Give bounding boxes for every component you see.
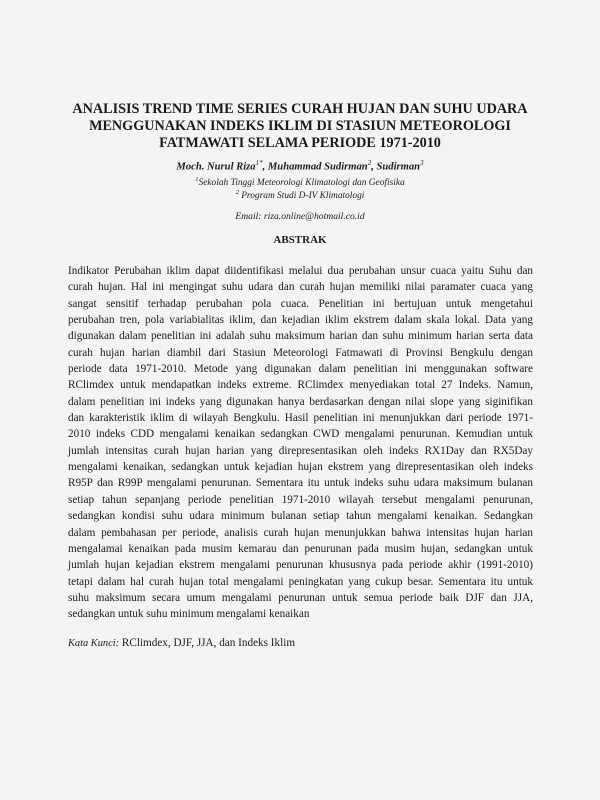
paper-title (60, 101, 540, 152)
abstract-line: perubahan tren, pola variabialitas iklim, dan kejadian iklim ekstrem dalam skala lokal. Data yang (68, 314, 533, 327)
abstract-line: dalam penelitian ini indeks yang digunakan hanya berdasarkan dengan nilai slope yang siginifikan (68, 395, 533, 408)
abstract-line: digunakan dalam penelitian ini adalah suhu maksimum harian dan suhu minimum harian serta data (68, 330, 533, 343)
abstract-line: curah hujan. Hal ini mengingat suhu udara dan curah hujan memiliki nilai paramater cuaca yang (68, 281, 533, 294)
abstract-line: jumlah intensitas curah hujan harian yang direpresentasikan oleh indeks RX1Day dan RX5Day (68, 444, 533, 457)
keywords-list: RClimdex, DJF, JJA, dan Indeks Iklim (119, 637, 296, 649)
affiliation-text: Program Studi D-IV Klimatologi (238, 191, 365, 202)
author-superscript: 2 (367, 159, 372, 167)
affiliation-superscript: 2 (235, 189, 239, 196)
affiliation (60, 187, 540, 202)
title-line: FATMAWATI SELAMA PERIODE 1971-2010 (159, 135, 441, 151)
author-name: Sudirman (376, 161, 421, 173)
affiliation-text: Sekolah Tinggi Meteorologi Klimatologi dan Geofisika (198, 178, 405, 189)
abstract-line: suhu maksimum secara umum mengalami penurunan untuk semua periode baik DJF dan JJA, (68, 591, 533, 604)
abstract-line: dalam pembahasan per periode, analisis curah hujan menunjukkan bahwa intensitas hujan harian (68, 526, 533, 539)
abstract-body (68, 263, 533, 623)
abstract-line: jumlah hujan kejadian ekstrem mengalami penurunan khususnya pada periode akhir (1991-2010) (68, 559, 533, 572)
author-name: Muhammad Sudirman (267, 161, 368, 173)
author-separator: , (262, 161, 268, 173)
title-line: MENGGUNAKAN INDEKS IKLIM DI STASIUN METEOROLOGI (89, 118, 511, 134)
author-email: Email: riza.online@hotmail.co.id (235, 211, 365, 222)
abstract-line: R95P dan R99P mengalami penurunan. Sementara itu untuk indeks suhu udara maksimum bulanan (68, 477, 533, 490)
author-name: Moch. Nurul Riza (176, 161, 256, 173)
abstract-line: mengalamai kenaikan pada musim kemarau dan penurunan pada musim hujan, sedangkan untuk (68, 542, 533, 555)
abstract-line: tetapi dalam hal curah hujan total mengalami peningkatan yang cukup besar. Sementara itu untuk (68, 575, 533, 588)
author-separator: , (371, 161, 377, 173)
abstract-line: periode data 1971-2010. Metode yang digunakan dalam penelitian ini menggunakan software (68, 363, 533, 376)
abstract-line: dan karakteristik iklim di wilayah Bengkulu. Hasil penelitian ini menunjukkan dari periode 1971- (68, 412, 533, 425)
author-superscript: 1* (255, 159, 263, 167)
abstract-line: setiap tahun sepanjang periode penelitian 1971-2010 wilayah tersebut mengalami penurunan, (68, 493, 533, 506)
abstract-line: mengalami kenaikan, sedangkan untuk kejadian hujan ekstrem yang direpresentasikan oleh indeks (68, 461, 533, 474)
abstract-line: RClimdex untuk mendapatkan indeks extreme. RClimdex menyediakan total 27 Indeks. Namun, (68, 379, 533, 392)
affiliation-superscript: 1 (195, 176, 199, 183)
author-superscript: 3 (420, 159, 424, 167)
abstract-line: curah hujan harian diambil dari Stasiun Meteorologi Fatmawati di Provinsi Bengkulu dengan (68, 346, 533, 359)
abstract-line: 2010 indeks CDD mengalami kenaikan sedangkan CWD mengalami penurunan. Kemudian untuk (68, 428, 533, 441)
abstract-line: sedangkan untuk suhu minimum mengalami kenaikan (68, 608, 310, 621)
keywords (68, 637, 533, 649)
abstract-line: sangat sensitif terhadap perubahan pola cuaca. Penelitian ini bertujuan untuk mengetahui (68, 297, 533, 310)
title-line: ANALISIS TREND TIME SERIES CURAH HUJAN DAN SUHU UDARA (72, 101, 528, 117)
abstract-line: Indikator Perubahan iklim dapat diidentifikasi melalui dua perubahan unsur cuaca yaitu Suhu dan (68, 265, 533, 277)
keywords-label: Kata Kunci: (68, 638, 120, 649)
abstract-line: sedangkan kondisi suhu udara minimum bulanan setiap tahun mengalami kenaikan. Sedangkan (68, 510, 533, 523)
abstract-heading: ABSTRAK (273, 234, 327, 246)
author-list (60, 157, 540, 174)
